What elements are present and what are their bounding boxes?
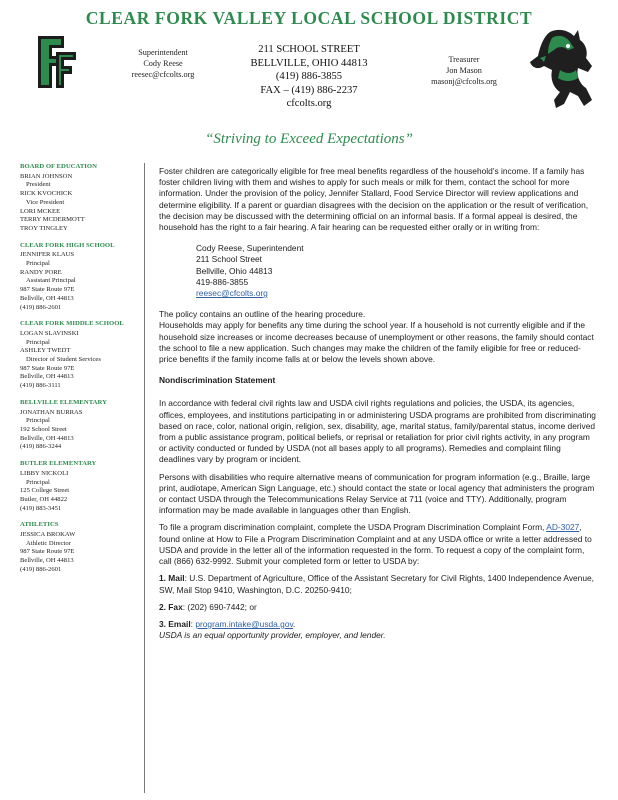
district-logo — [30, 30, 80, 94]
treasurer-contact: Treasurer Jon Mason masonj@cfcolts.org — [431, 55, 497, 86]
sidebar — [20, 163, 145, 793]
superintendent-contact: Superintendent Cody Reese reesec@cfcolts.org — [131, 48, 195, 79]
page-title: CLEAR FORK VALLEY LOCAL SCHOOL DISTRICT — [85, 8, 533, 28]
sidebar-high-school: CLEAR FORK HIGH SCHOOL JENNIFER KLAUS Principal RANDY PORE Assistant Principal 987 State Route 97E Bellville, OH 44813 (419) 886-2601 — [20, 241, 115, 311]
ad-3027-link[interactable]: AD-3027 — [546, 522, 580, 533]
sidebar-athletics: ATHLETICS JESSICA BROKAW Athletic Director 987 State Route 97E Bellville, OH 44813 (419) 886-2601 — [20, 521, 76, 573]
email-item: 3. Email: program.intake@usda.gov. — [159, 618, 296, 629]
hearing-procedure-line: The policy contains an outline of the hearing procedure. — [159, 309, 366, 320]
nondiscrimination-heading: Nondiscrimination Statement — [159, 375, 276, 386]
civil-rights-paragraph: In accordance with federal civil rights law and USDA civil rights regulations and policies, the USDA, its agencies, offices, employees, and institutions participating in or administering USDA programs are prohibited from discriminating based on race, color, national origin, religion, sex, disability, age, marital status, family/parental status, income derived from a public assistance program, political beliefs, or reprisal or retaliation for prior civil rights activity, in any program or activity conducted or funded by USDA (not all bases apply to all programs). Remedies and complaint filing deadlines vary by program or incident. — [159, 398, 596, 465]
sidebar-middle-school: CLEAR FORK MIDDLE SCHOOL LOGAN SLAVINSKI Principal ASHLEY TWEDT Director of Student Services 987 State Route 97E Bellville, OH 44813 (419) 886-3111 — [20, 320, 124, 390]
sidebar-bellville-elementary: BELLVILLE ELEMENTARY JONATHAN BURRAS Principal 192 School Street Bellville, OH 44813 (419) 886-3244 — [20, 398, 107, 451]
foster-children-paragraph: Foster children are categorically eligible for free meal benefits regardless of the household’s income. If a family has foster children living with them and wishes to apply for such meals or milk for them, contact the school for more information. Under the provision of the policy, Jennifer Stallard, Food Service Director will review applications and determine eligibility. If a parent or guardian disagrees with the decision on the application or the result of verification, the decision may be discussed with the determining official on an informal basis. If a formal appeal is desired, the household has the right to a fair hearing. A fair hearing can be requested either orally or in writing from: — [159, 166, 589, 233]
equal-opportunity-statement: USDA is an equal opportunity provider, employer, and lender. — [159, 630, 386, 641]
colt-mascot-icon — [520, 26, 606, 114]
slogan: “Striving to Exceed Expectations” — [205, 131, 413, 147]
superintendent-email-link[interactable]: reesec@cfcolts.org — [196, 288, 268, 299]
mail-item: 1. Mail: U.S. Department of Agriculture, Office of the Assistant Secretary for Civil Rights, 1400 Independence Avenue, SW, Mail Stop 9410, Washington, D.C. 20250-9410; — [159, 573, 594, 595]
complaint-paragraph: To file a program discrimination complaint, complete the USDA Program Discrimination Complaint Form, AD-3027, found online at How to File a Program Discrimination Complaint and at any USDA office or write a letter addressed to USDA and provide in the letter all of the information requested in the form. To request a copy of the complaint form, call (866) 632-9992. Submit your completed form or letter to USDA by: — [159, 522, 592, 567]
disabilities-paragraph: Persons with disabilities who require alternative means of communication for program information (e.g., Braille, large print, audiotape, American Sign Language, etc.) should contact the state or local agency that administers the program or contact USDA through the Telecommunications Relay Service at 711 (voice and TTY). Additionally, program information may be made available in languages other than English. — [159, 471, 595, 516]
sidebar-board-of-education: BOARD OF EDUCATION BRIAN JOHNSON President RICK KVOCHICK Vice President LORI MCKEE TERRY MCDERMOTT TROY TINGLEY — [20, 163, 97, 232]
hearing-contact-address: Cody Reese, Superintendent 211 School Street Bellville, Ohio 44813 419-886-3855 reesec@cfcolts.org — [196, 243, 304, 299]
district-address: 211 SCHOOL STREET BELLVILLE, OHIO 44813 (419) 886-3855 FAX – (419) 886-2237 cfcolts.org — [250, 44, 368, 109]
usda-email-link[interactable]: program.intake@usda.gov — [195, 618, 294, 629]
letter-body — [159, 166, 597, 641]
fax-item: 2. Fax: (202) 690-7442; or — [159, 601, 257, 612]
apply-anytime-paragraph: Households may apply for benefits any time during the school year. If a household is not currently eligible and if the household size increases or income decreases because of unemployment or other reasons, the family should contact the school to file a new application. Such changes may make the children of the family eligible for free or reduced-price benefits if the family income falls at or below the levels shown above. — [159, 320, 594, 365]
sidebar-butler-elementary: BUTLER ELEMENTARY LIBBY NICKOLI Principal 125 College Street Butler, OH 44822 (419) 883-3451 — [20, 460, 97, 512]
